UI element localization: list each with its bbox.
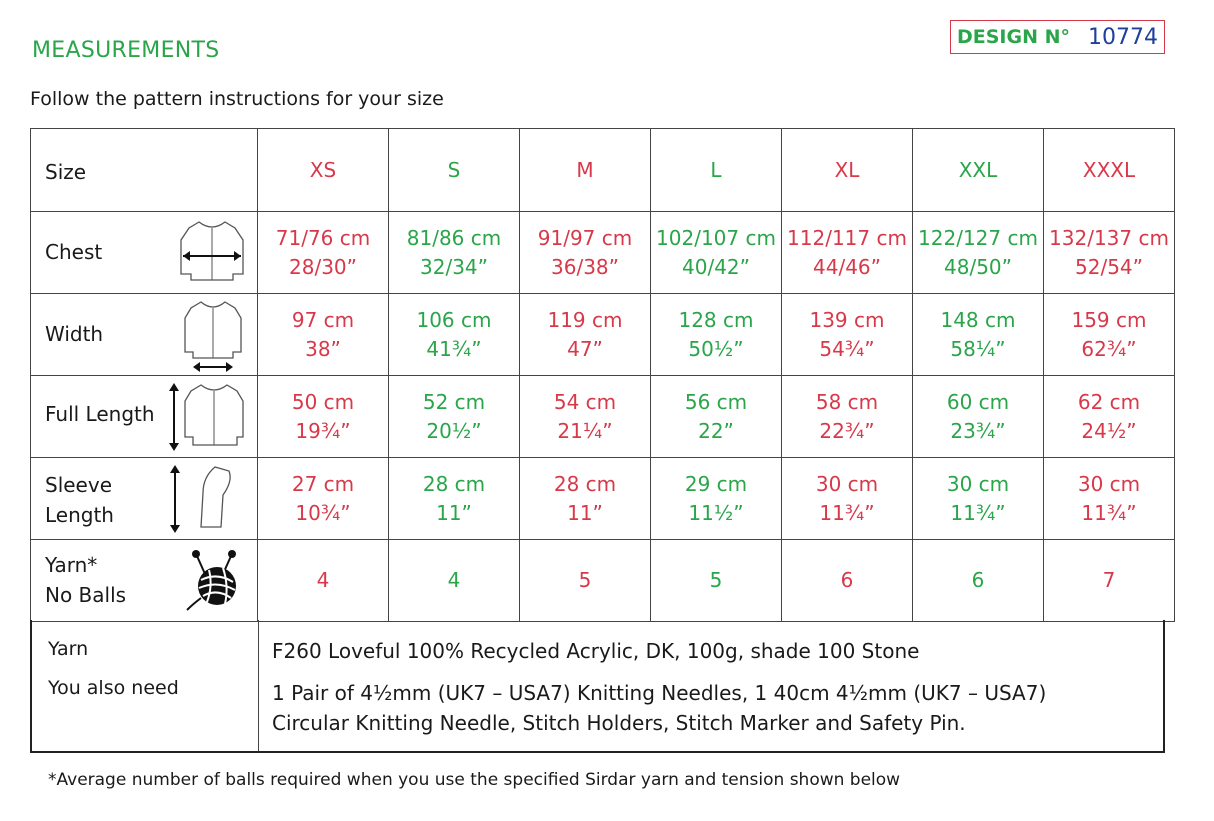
sleeve-length-xs	[258, 458, 389, 540]
balls-s: 4	[389, 540, 520, 622]
sleeve-length-xl	[782, 458, 913, 540]
chest-xl	[782, 212, 913, 294]
sleeve-length-xxxl-cm: 30 cm	[1077, 471, 1141, 496]
sleeve-label-line1: Sleeve	[45, 473, 113, 497]
size-label: Size	[45, 160, 87, 184]
sleeve-length-xs-cm: 27 cm	[291, 471, 355, 496]
chest-row	[31, 212, 1175, 294]
full-length-row	[31, 376, 1175, 458]
full-length-xxl	[913, 376, 1044, 458]
width-m	[520, 294, 651, 376]
width-xxl	[913, 294, 1044, 376]
sleeve-length-label-cell	[31, 458, 258, 540]
full-length-label-cell	[31, 376, 258, 458]
yarn-text: F260 Loveful 100% Recycled Acrylic, DK, 100g, shade 100 Stone	[272, 639, 920, 663]
width-xxxl-in: 62¾”	[1081, 336, 1137, 361]
width-xxl-cm: 148 cm	[940, 307, 1016, 332]
full-length-s-cm: 52 cm	[422, 389, 486, 414]
sleeve-length-xl-cm: 30 cm	[815, 471, 879, 496]
balls-xxl: 6	[913, 540, 1044, 622]
width-s	[389, 294, 520, 376]
chest-xxxl	[1044, 212, 1175, 294]
balls-l: 5	[651, 540, 782, 622]
width-s-cm: 106 cm	[416, 307, 492, 332]
width-xxxl	[1044, 294, 1175, 376]
yarn-label-line1: Yarn*	[45, 553, 98, 577]
sleeve-length-icon	[167, 461, 247, 537]
width-l-in: 50½”	[688, 336, 744, 361]
size-xl: XL	[782, 129, 913, 212]
full-length-m	[520, 376, 651, 458]
width-l-cm: 128 cm	[678, 307, 754, 332]
sleeve-length-m	[520, 458, 651, 540]
sleeve-length-l-in: 11½”	[688, 500, 744, 525]
needles-line-2: Circular Knitting Needle, Stitch Holders, Stitch Marker and Safety Pin.	[272, 711, 966, 735]
needles-line-1: 1 Pair of 4½mm (UK7 – USA7) Knitting Needles, 1 40cm 4½mm (UK7 – USA7)	[272, 681, 1047, 705]
width-xl-in: 54¾”	[819, 336, 875, 361]
sleeve-length-s-cm: 28 cm	[422, 471, 486, 496]
sleeve-length-xxxl-in: 11¾”	[1081, 500, 1137, 525]
design-number: 10774	[1088, 24, 1158, 50]
sleeve-length-xxl	[913, 458, 1044, 540]
chest-l-cm: 102/107 cm	[656, 225, 776, 250]
chest-xxxl-cm: 132/137 cm	[1049, 225, 1169, 250]
size-m: M	[520, 129, 651, 212]
sleeve-length-l	[651, 458, 782, 540]
full-length-l	[651, 376, 782, 458]
chest-s-in: 32/34”	[420, 254, 488, 279]
size-row	[31, 129, 1175, 212]
chest-xxl-in: 48/50”	[944, 254, 1012, 279]
cardigan-chest-icon	[177, 218, 247, 286]
width-xl-cm: 139 cm	[809, 307, 885, 332]
sleeve-length-s-in: 11”	[436, 500, 472, 525]
full-length-m-in: 21¼”	[557, 418, 613, 443]
width-xxl-in: 58¼”	[950, 336, 1006, 361]
width-s-in: 41¾”	[426, 336, 482, 361]
chest-xxl-cm: 122/127 cm	[918, 225, 1038, 250]
width-m-cm: 119 cm	[547, 307, 623, 332]
yarn-label: Yarn	[48, 638, 89, 660]
full-length-xxxl-cm: 62 cm	[1077, 389, 1141, 414]
full-length-l-in: 22”	[698, 418, 734, 443]
sleeve-length-xxl-in: 11¾”	[950, 500, 1006, 525]
full-length-xxxl	[1044, 376, 1175, 458]
size-s: S	[389, 129, 520, 212]
cardigan-width-icon	[181, 298, 245, 374]
sleeve-length-xxxl	[1044, 458, 1175, 540]
width-label-cell	[31, 294, 258, 376]
materials-box	[30, 620, 1165, 753]
intro-text: Follow the pattern instructions for your size	[30, 88, 444, 110]
chest-m	[520, 212, 651, 294]
chest-xl-in: 44/46”	[813, 254, 881, 279]
full-length-xl-cm: 58 cm	[815, 389, 879, 414]
you-also-need-label: You also need	[48, 677, 179, 699]
balls-xs: 4	[258, 540, 389, 622]
page-title: MEASUREMENTS	[32, 38, 220, 63]
full-length-l-cm: 56 cm	[684, 389, 748, 414]
chest-m-in: 36/38”	[551, 254, 619, 279]
chest-xl-cm: 112/117 cm	[787, 225, 907, 250]
balls-xxxl: 7	[1044, 540, 1175, 622]
measurements-table	[30, 128, 1175, 622]
full-length-label: Full Length	[45, 402, 155, 426]
chest-l	[651, 212, 782, 294]
chest-xs-in: 28/30”	[289, 254, 357, 279]
width-xs-cm: 97 cm	[291, 307, 355, 332]
design-number-box	[950, 20, 1165, 54]
full-length-xs	[258, 376, 389, 458]
sleeve-length-xxl-cm: 30 cm	[946, 471, 1010, 496]
width-row	[31, 294, 1175, 376]
needles-text	[272, 678, 1046, 738]
width-xxxl-cm: 159 cm	[1071, 307, 1147, 332]
width-m-in: 47”	[567, 336, 603, 361]
full-length-xl	[782, 376, 913, 458]
yarn-ball-icon	[183, 546, 247, 616]
size-xxxl: XXXL	[1044, 129, 1175, 212]
width-xs-in: 38”	[305, 336, 341, 361]
sleeve-length-row	[31, 458, 1175, 540]
full-length-s-in: 20½”	[426, 418, 482, 443]
sleeve-length-xl-in: 11¾”	[819, 500, 875, 525]
full-length-xxl-in: 23¾”	[950, 418, 1006, 443]
sleeve-length-m-cm: 28 cm	[553, 471, 617, 496]
chest-s	[389, 212, 520, 294]
chest-xs	[258, 212, 389, 294]
full-length-m-cm: 54 cm	[553, 389, 617, 414]
size-xs: XS	[258, 129, 389, 212]
sleeve-length-xs-in: 10¾”	[295, 500, 351, 525]
chest-xxxl-in: 52/54”	[1075, 254, 1143, 279]
width-xl	[782, 294, 913, 376]
chest-label: Chest	[45, 240, 103, 264]
chest-l-in: 40/42”	[682, 254, 750, 279]
chest-xxl	[913, 212, 1044, 294]
materials-divider	[258, 620, 259, 751]
design-label: DESIGN N°	[957, 26, 1071, 48]
sleeve-length-l-cm: 29 cm	[684, 471, 748, 496]
yarn-label-line2: No Balls	[45, 583, 127, 607]
yarn-balls-row	[31, 540, 1175, 622]
yarn-balls-label-cell	[31, 540, 258, 622]
yarn-balls-label	[45, 550, 126, 610]
width-l	[651, 294, 782, 376]
full-length-xs-in: 19¾”	[295, 418, 351, 443]
full-length-s	[389, 376, 520, 458]
size-xxl: XXL	[913, 129, 1044, 212]
chest-s-cm: 81/86 cm	[406, 225, 502, 250]
full-length-xxxl-in: 24½”	[1081, 418, 1137, 443]
size-l: L	[651, 129, 782, 212]
sleeve-label-line2: Length	[45, 503, 114, 527]
width-label: Width	[45, 322, 104, 346]
footnote: *Average number of balls required when you use the specified Sirdar yarn and tension shown below	[48, 770, 901, 790]
width-xs	[258, 294, 389, 376]
sleeve-length-m-in: 11”	[567, 500, 603, 525]
balls-m: 5	[520, 540, 651, 622]
balls-xl: 6	[782, 540, 913, 622]
size-label-cell	[31, 129, 258, 212]
sleeve-length-label	[45, 470, 114, 530]
cardigan-length-icon	[167, 379, 247, 455]
full-length-xl-in: 22¾”	[819, 418, 875, 443]
full-length-xxl-cm: 60 cm	[946, 389, 1010, 414]
sleeve-length-s	[389, 458, 520, 540]
chest-m-cm: 91/97 cm	[537, 225, 633, 250]
chest-xs-cm: 71/76 cm	[275, 225, 371, 250]
chest-label-cell	[31, 212, 258, 294]
full-length-xs-cm: 50 cm	[291, 389, 355, 414]
